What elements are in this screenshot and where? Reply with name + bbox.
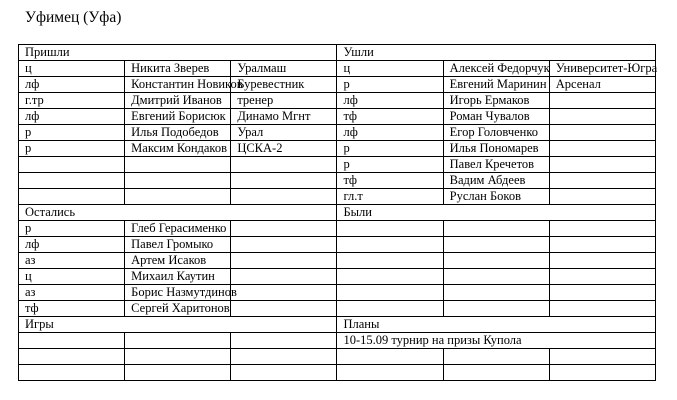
left-player: Роман Чувалов: [443, 109, 549, 125]
table-row: [19, 237, 656, 253]
table-row: [19, 221, 656, 237]
left-to-club: [549, 189, 655, 205]
stayed-player: Сергей Харитонов: [125, 301, 231, 317]
arrived-from-club: Урал: [231, 125, 337, 141]
left-position: гл.т: [337, 189, 443, 205]
stayed-position: ц: [19, 269, 125, 285]
left-to-club: [549, 141, 655, 157]
empty-cell: [125, 333, 231, 349]
table-row: [19, 285, 656, 301]
arrived-position: [19, 173, 125, 189]
left-position: лф: [337, 93, 443, 109]
arrived-position: [19, 157, 125, 173]
empty-cell: [549, 237, 655, 253]
roster-table: [18, 44, 656, 381]
arrived-player: Константин Новиков: [125, 77, 231, 93]
left-to-club: [549, 125, 655, 141]
empty-cell: [337, 349, 443, 365]
arrived-from-club: [231, 173, 337, 189]
empty-cell: [231, 221, 337, 237]
section-arrived-header: Пришли: [19, 45, 337, 61]
empty-cell: [19, 333, 125, 349]
table-row: [19, 269, 656, 285]
empty-cell: [549, 349, 655, 365]
table-row: [19, 253, 656, 269]
stayed-position: р: [19, 221, 125, 237]
table-row: [19, 301, 656, 317]
empty-cell: [443, 221, 549, 237]
empty-cell: [443, 365, 549, 381]
section-were-header: Были: [337, 205, 656, 221]
empty-cell: [231, 253, 337, 269]
left-to-club: Университет-Югра: [549, 61, 655, 77]
left-position: тф: [337, 173, 443, 189]
arrived-player: Дмитрий Иванов: [125, 93, 231, 109]
stayed-position: аз: [19, 253, 125, 269]
arrived-position: ц: [19, 61, 125, 77]
empty-cell: [337, 301, 443, 317]
stayed-position: тф: [19, 301, 125, 317]
empty-cell: [337, 221, 443, 237]
arrived-from-club: ЦСКА-2: [231, 141, 337, 157]
empty-cell: [337, 285, 443, 301]
empty-cell: [231, 349, 337, 365]
arrived-from-club: [231, 157, 337, 173]
arrived-position: лф: [19, 109, 125, 125]
empty-cell: [231, 285, 337, 301]
arrived-position: [19, 189, 125, 205]
left-to-club: [549, 109, 655, 125]
empty-cell: [337, 237, 443, 253]
table-row: [19, 173, 656, 189]
left-player: Евгений Маринин: [443, 77, 549, 93]
empty-cell: [125, 365, 231, 381]
arrived-from-club: Уралмаш: [231, 61, 337, 77]
left-to-club: [549, 93, 655, 109]
table-row: [19, 77, 656, 93]
left-to-club: Арсенал: [549, 77, 655, 93]
left-position: р: [337, 77, 443, 93]
table-row: [19, 141, 656, 157]
arrived-player: [125, 189, 231, 205]
left-player: Павел Кречетов: [443, 157, 549, 173]
arrived-player: [125, 157, 231, 173]
empty-cell: [337, 253, 443, 269]
empty-cell: [443, 269, 549, 285]
arrived-position: р: [19, 141, 125, 157]
empty-cell: [231, 365, 337, 381]
empty-cell: [337, 365, 443, 381]
section-stayed-header: Остались: [19, 205, 337, 221]
stayed-player: Михаил Каутин: [125, 269, 231, 285]
left-player: Алексей Федорчук: [443, 61, 549, 77]
page-title: Уфимец (Уфа): [25, 9, 122, 26]
arrived-from-club: Буревестник: [231, 77, 337, 93]
stayed-player: Глеб Герасименко: [125, 221, 231, 237]
left-position: ц: [337, 61, 443, 77]
arrived-player: Максим Кондаков: [125, 141, 231, 157]
table-row: [19, 333, 656, 349]
left-position: р: [337, 157, 443, 173]
stayed-player: Павел Громыко: [125, 237, 231, 253]
empty-cell: [549, 221, 655, 237]
empty-cell: [125, 349, 231, 365]
empty-cell: [231, 237, 337, 253]
arrived-from-club: тренер: [231, 93, 337, 109]
arrived-position: р: [19, 125, 125, 141]
section-header-row: [19, 205, 656, 221]
empty-cell: [549, 253, 655, 269]
empty-cell: [19, 365, 125, 381]
empty-cell: [549, 301, 655, 317]
arrived-player: Илья Подобедов: [125, 125, 231, 141]
left-player: Илья Пономарев: [443, 141, 549, 157]
left-player: Вадим Абдеев: [443, 173, 549, 189]
plan-item: 10-15.09 турнир на призы Купола: [337, 333, 656, 349]
empty-cell: [549, 269, 655, 285]
section-header-row: [19, 45, 656, 61]
stayed-position: аз: [19, 285, 125, 301]
empty-cell: [231, 333, 337, 349]
left-to-club: [549, 157, 655, 173]
section-games-header: Игры: [19, 317, 337, 333]
empty-cell: [549, 285, 655, 301]
left-position: тф: [337, 109, 443, 125]
left-player: Егор Головченко: [443, 125, 549, 141]
table-row: [19, 189, 656, 205]
left-position: р: [337, 141, 443, 157]
arrived-player: [125, 173, 231, 189]
stayed-player: Борис Назмутдинов: [125, 285, 231, 301]
table-row: [19, 125, 656, 141]
empty-cell: [443, 285, 549, 301]
table-row: [19, 61, 656, 77]
section-plans-header: Планы: [337, 317, 656, 333]
table-row: [19, 93, 656, 109]
empty-cell: [443, 301, 549, 317]
arrived-position: лф: [19, 77, 125, 93]
table-row: [19, 365, 656, 381]
left-player: Игорь Ермаков: [443, 93, 549, 109]
empty-cell: [443, 237, 549, 253]
arrived-player: Никита Зверев: [125, 61, 231, 77]
arrived-from-club: [231, 189, 337, 205]
arrived-player: Евгений Борисюк: [125, 109, 231, 125]
section-header-row: [19, 317, 656, 333]
left-to-club: [549, 173, 655, 189]
arrived-position: г.тр: [19, 93, 125, 109]
left-position: лф: [337, 125, 443, 141]
arrived-from-club: Динамо Мгнт: [231, 109, 337, 125]
left-player: Руслан Боков: [443, 189, 549, 205]
empty-cell: [337, 269, 443, 285]
empty-cell: [549, 365, 655, 381]
table-row: [19, 157, 656, 173]
empty-cell: [19, 349, 125, 365]
table-row: [19, 109, 656, 125]
empty-cell: [231, 269, 337, 285]
stayed-player: Артем Исаков: [125, 253, 231, 269]
empty-cell: [443, 349, 549, 365]
table-row: [19, 349, 656, 365]
empty-cell: [231, 301, 337, 317]
empty-cell: [443, 253, 549, 269]
stayed-position: лф: [19, 237, 125, 253]
section-left-header: Ушли: [337, 45, 656, 61]
